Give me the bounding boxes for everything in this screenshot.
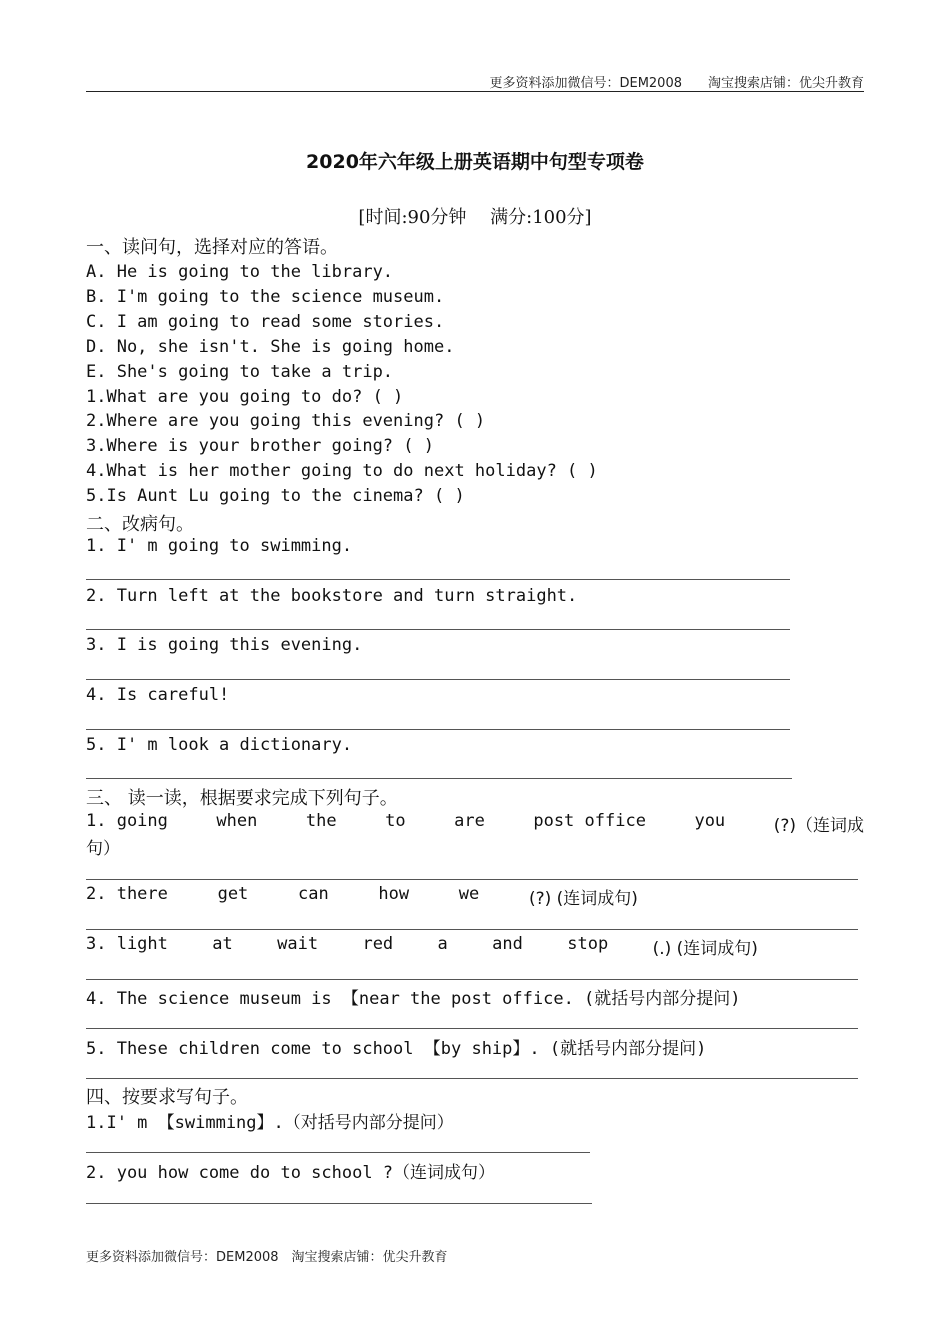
word: are xyxy=(454,811,485,831)
word: can xyxy=(297,884,329,904)
reorder-item-1-cont: 句） xyxy=(86,839,120,859)
word: 2. there xyxy=(86,884,168,904)
answer-line xyxy=(86,729,790,730)
answer-line xyxy=(86,1152,590,1153)
question-3: 3.Where is your brother going? ( ) xyxy=(86,436,434,456)
word: and xyxy=(492,934,523,954)
word: a xyxy=(437,934,448,954)
question-4: 4.What is her mother going to do next holiday? ( ) xyxy=(86,461,598,481)
write-item-1: 1.I' m 【swimming】.（对括号内部分提问） xyxy=(86,1113,454,1133)
question-item-5: 5. These children come to school 【by ship】. (就括号内部分提问) xyxy=(86,1039,707,1059)
correction-item-4: 4. Is careful! xyxy=(86,685,230,705)
word: 3. light xyxy=(86,934,168,954)
answer-line xyxy=(86,879,858,880)
word: you xyxy=(694,811,726,831)
answer-line xyxy=(86,1078,858,1079)
instruction: (?)（连词成 xyxy=(773,816,864,836)
option-b: B. I'm going to the science museum. xyxy=(86,287,445,307)
answer-line xyxy=(86,579,790,580)
page-footer: 更多资料添加微信号：DEM2008 淘宝搜索店铺：优尖升教育 xyxy=(86,1250,448,1265)
question-2: 2.Where are you going this evening? ( ) xyxy=(86,411,486,431)
word: the xyxy=(305,811,337,831)
question-item-4: 4. The science museum is 【near the post office. (就括号内部分提问) xyxy=(86,989,741,1009)
correction-item-2: 2. Turn left at the bookstore and turn straight. xyxy=(86,586,578,606)
word: how xyxy=(378,884,410,904)
option-a: A. He is going to the library. xyxy=(86,262,394,282)
answer-line xyxy=(86,1028,858,1029)
answer-line xyxy=(86,979,858,980)
answer-line xyxy=(86,629,790,630)
word: to xyxy=(385,811,406,831)
correction-item-1: 1. I' m going to swimming. xyxy=(86,536,353,556)
section-2-heading: 二、改病句。 xyxy=(86,514,194,535)
word: red xyxy=(362,934,394,954)
answer-line xyxy=(86,778,792,779)
word: when xyxy=(216,811,258,831)
answer-line xyxy=(86,679,790,680)
section-4-heading: 四、按要求写句子。 xyxy=(86,1087,248,1108)
word: we xyxy=(458,884,480,904)
word: post office xyxy=(533,811,646,831)
word: 1. going xyxy=(86,811,168,831)
section-1-heading: 一、读问句，选择对应的答语。 xyxy=(86,237,338,258)
option-d: D. No, she isn't. She is going home. xyxy=(86,337,455,357)
header-divider xyxy=(86,91,864,92)
reorder-item-2 xyxy=(86,884,638,909)
write-item-2: 2. you how come do to school ?（连词成句） xyxy=(86,1163,496,1183)
answer-line xyxy=(86,1203,592,1204)
correction-item-3: 3. I is going this evening. xyxy=(86,635,363,655)
reorder-item-3 xyxy=(86,934,758,959)
page-title: 2020年六年级上册英语期中句型专项卷 xyxy=(306,151,644,173)
exam-meta: [时间:90分钟 满分:100分] xyxy=(358,207,592,228)
option-c: C. I am going to read some stories. xyxy=(86,312,445,332)
correction-item-5: 5. I' m look a dictionary. xyxy=(86,735,353,755)
page-header: 更多资料添加微信号：DEM2008 淘宝搜索店铺：优尖升教育 xyxy=(489,76,864,91)
question-1: 1.What are you going to do? ( ) xyxy=(86,387,404,407)
word: at xyxy=(212,934,233,954)
section-3-heading: 三、 读一读，根据要求完成下列句子。 xyxy=(86,788,398,809)
word: get xyxy=(217,884,249,904)
question-5: 5.Is Aunt Lu going to the cinema? ( ) xyxy=(86,486,465,506)
reorder-item-1 xyxy=(86,811,864,836)
word: wait xyxy=(277,934,319,954)
instruction: (?) (连词成句) xyxy=(528,889,638,909)
word: stop xyxy=(567,934,609,954)
answer-line xyxy=(86,929,858,930)
instruction: (.) (连词成句) xyxy=(652,939,758,959)
option-e: E. She's going to take a trip. xyxy=(86,362,394,382)
